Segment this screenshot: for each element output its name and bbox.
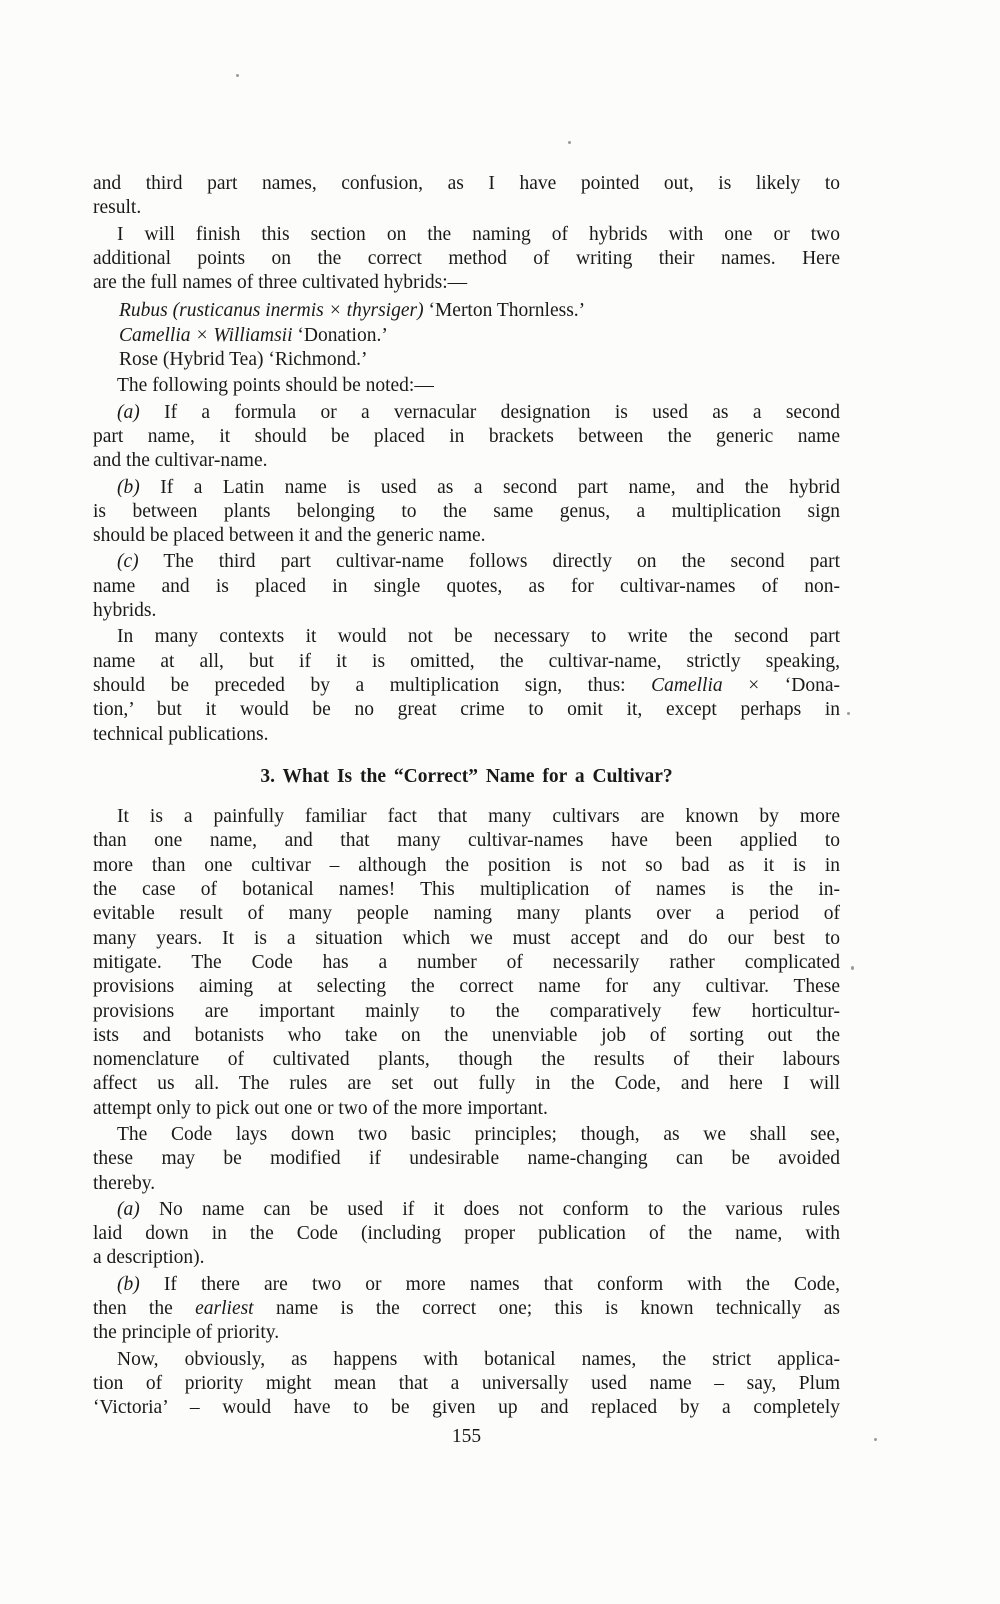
- text-line: The following points should be noted:—: [117, 375, 434, 397]
- paragraph: [93, 401, 840, 474]
- text-line: name and is placed in single quotes, as for cultivar-names of non-: [93, 575, 840, 597]
- scan-speck: [236, 74, 239, 77]
- text-line: additional points on the correct method of writing their names. Here: [93, 247, 840, 269]
- text-line: are the full names of three cultivated hybrids:—: [93, 272, 468, 294]
- text-line: tion,’ but it would be no great crime to omit it, except perhaps in: [93, 699, 840, 721]
- paragraph: [93, 805, 840, 1121]
- text-line: mitigate. The Code has a number of necessarily rather complicated: [93, 951, 840, 973]
- paragraph: [93, 476, 840, 549]
- scan-speck: [851, 966, 854, 970]
- text-line: Rose (Hybrid Tea) ‘Richmond.’: [119, 349, 368, 371]
- text-line: (a) If a formula or a vernacular designation is used as a second: [117, 401, 840, 423]
- text-line: affect us all. The rules are set out fully in the Code, and here I will: [93, 1073, 840, 1095]
- paragraph: [93, 625, 840, 746]
- text-line: ‘Victoria’ – would have to be given up and replaced by a completely: [93, 1397, 840, 1419]
- page-number: 155: [451, 1426, 482, 1447]
- text-line: thereby.: [93, 1172, 156, 1194]
- text-line: the case of botanical names! This multiplication of names is the in-: [93, 879, 840, 901]
- text-line: laid down in the Code (including proper publication of the name, with: [93, 1223, 840, 1245]
- text-line: In many contexts it would not be necessary to write the second part: [117, 626, 840, 648]
- text-line: provisions are important mainly to the comparatively few horticultur-: [93, 1000, 840, 1022]
- page-text-block: [93, 172, 840, 1423]
- text-line: hybrids.: [93, 600, 157, 622]
- text-line: part name, it should be placed in brackets between the generic name: [93, 425, 840, 447]
- text-line: Rubus (rusticanus inermis × thyrsiger) ‘Merton Thornless.’: [119, 300, 586, 322]
- text-line: a description).: [93, 1247, 205, 1269]
- text-line: ists and botanists who take on the unenviable job of sorting out the: [93, 1024, 840, 1046]
- text-line: Now, obviously, as happens with botanical names, the strict applica-: [117, 1348, 840, 1370]
- text-line: is between plants belonging to the same genus, a multiplication sign: [93, 500, 840, 522]
- text-line: (c) The third part cultivar-name follows directly on the second part: [117, 551, 840, 573]
- text-line: than one name, and that many cultivar-names have been applied to: [93, 830, 840, 852]
- text-line: I will finish this section on the naming of hybrids with one or two: [117, 223, 840, 245]
- text-line: and the cultivar-name.: [93, 450, 268, 472]
- paragraph: [93, 172, 840, 221]
- section-heading: 3. What Is the “Correct” Name for a Cultivar?: [260, 765, 673, 787]
- text-line: attempt only to pick out one or two of the more important.: [93, 1097, 548, 1119]
- paragraph: [93, 1348, 840, 1421]
- text-line: then the earliest name is the correct one; this is known technically as: [93, 1298, 840, 1320]
- paragraph: [93, 1198, 840, 1271]
- text-line: technical publications.: [93, 723, 269, 745]
- paragraph: [93, 374, 840, 398]
- scan-speck: [874, 1438, 877, 1441]
- text-line: It is a painfully familiar fact that many cultivars are known by more: [117, 806, 840, 828]
- text-line: and third part names, confusion, as I have pointed out, is likely to: [93, 173, 840, 194]
- text-line: nomenclature of cultivated plants, though the results of their labours: [93, 1049, 840, 1071]
- paragraph: [93, 1273, 840, 1346]
- text-line: these may be modified if undesirable name-changing can be avoided: [93, 1148, 840, 1170]
- text-line: provisions aiming at selecting the correct name for any cultivar. These: [93, 976, 840, 998]
- text-line: tion of priority might mean that a universally used name – say, Plum: [93, 1372, 840, 1394]
- text-line: many years. It is a situation which we must accept and do our best to: [93, 927, 840, 949]
- text-line: result.: [93, 197, 142, 219]
- text-line: (a) No name can be used if it does not conform to the various rules: [117, 1198, 840, 1220]
- text-line: The Code lays down two basic principles; though, as we shall see,: [117, 1123, 840, 1145]
- text-line: evitable result of many people naming many plants over a period of: [93, 903, 840, 925]
- text-line: (b) If a Latin name is used as a second part name, and the hybrid: [117, 476, 840, 498]
- text-line: should be preceded by a multiplication sign, thus: Camellia × ‘Dona-: [93, 674, 840, 696]
- paragraph: [93, 550, 840, 623]
- text-line: the principle of priority.: [93, 1322, 280, 1344]
- scan-speck: [847, 712, 850, 715]
- text-line: more than one cultivar – although the position is not so bad as it is in: [93, 854, 840, 876]
- text-line: Camellia × Williamsii ‘Donation.’: [119, 324, 388, 346]
- hybrid-name-list: [93, 299, 840, 372]
- paragraph: [93, 1123, 840, 1196]
- scan-speck: [568, 141, 571, 144]
- text-line: name at all, but if it is omitted, the cultivar-name, strictly speaking,: [93, 650, 840, 672]
- text-line: (b) If there are two or more names that conform with the Code,: [117, 1273, 840, 1295]
- text-line: should be placed between it and the generic name.: [93, 525, 486, 547]
- paragraph: [93, 223, 840, 296]
